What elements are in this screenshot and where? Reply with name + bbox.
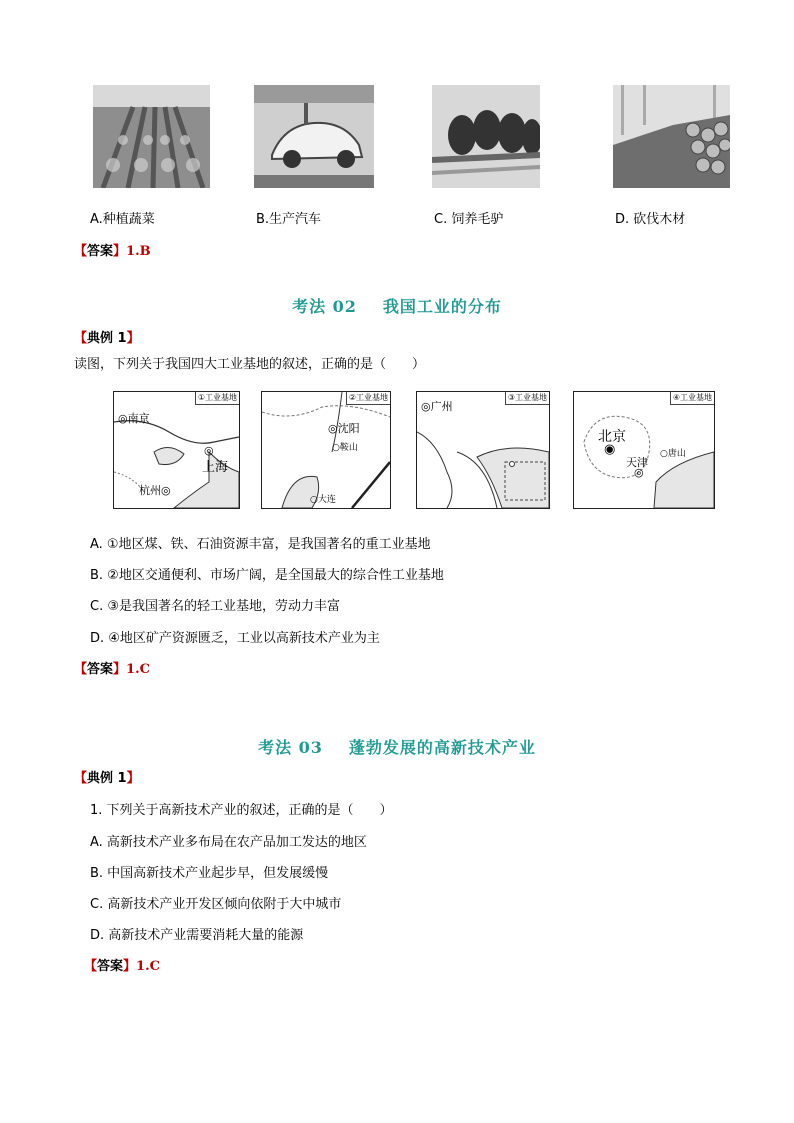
answer-section1: 【答案】1.B <box>74 244 151 259</box>
answer-section2: 【答案】1.C <box>74 662 150 677</box>
car-factory-image <box>254 85 374 188</box>
label-tianjin: 天津 <box>626 456 648 469</box>
option-2a: A. ①地区煤、铁、石油资源丰富，是我国著名的重工业基地 <box>90 537 431 552</box>
vegetables-image <box>93 85 210 188</box>
heading-title: 我国工业的分布 <box>382 297 502 316</box>
caption-a: A.种植蔬菜 <box>90 212 155 227</box>
label-shanghai: ◎ <box>204 444 214 457</box>
map-industrial-base-4: ④工业基地 北京 ◉ 天津 ◎ ○唐山 <box>573 391 715 509</box>
heading-number: 考法 02 <box>292 297 357 316</box>
option-2c: C. ③是我国著名的轻工业基地，劳动力丰富 <box>90 599 340 614</box>
option-3a: A. 高新技术产业多布局在农产品加工发达的地区 <box>90 835 367 850</box>
photo-donkeys <box>432 85 540 188</box>
heading-title: 蓬勃发展的高新技术产业 <box>348 738 536 757</box>
answer-label: 答案 <box>87 244 114 259</box>
answer-value: 1.B <box>126 244 151 259</box>
question-2: 读图，下列关于我国四大工业基地的叙述，正确的是（ ） <box>74 357 426 372</box>
option-3b: B. 中国高新技术产业起步早，但发展缓慢 <box>90 866 329 881</box>
map-industrial-base-2: ②工业基地 ◎沈阳 ○鞍山 ○大连 <box>261 391 391 509</box>
photo-logging <box>613 85 730 188</box>
section-heading-03 <box>0 735 794 758</box>
label-beijing: 北京 <box>598 429 626 445</box>
label-anshan: ○鞍山 <box>332 443 358 453</box>
question-3: 1. 下列关于高新技术产业的叙述，正确的是（ ） <box>90 803 393 818</box>
photo-vegetables <box>93 85 210 188</box>
label-shenyang: ◎沈阳 <box>328 422 360 435</box>
option-2b: B. ②地区交通便利、市场广阔，是全国最大的综合性工业基地 <box>90 568 444 583</box>
photo-car-production <box>254 85 374 188</box>
heading-number: 考法 03 <box>258 738 323 757</box>
label-nanjing: ◎南京 <box>118 412 150 425</box>
option-3d: D. 高新技术产业需要消耗大量的能源 <box>90 928 304 943</box>
map-industrial-base-3: ③工业基地 ◎广州 <box>416 391 550 509</box>
label-guangzhou: ◎广州 <box>421 400 453 413</box>
map-industrial-base-1: ①工业基地 ◎南京 ◎ 上海 杭州◎ <box>113 391 240 509</box>
label-dalian: ○大连 <box>310 495 336 505</box>
option-3c: C. 高新技术产业开发区倾向依附于大中城市 <box>90 897 342 912</box>
example-label-3: 【典例 1】 <box>74 771 140 786</box>
answer-section3: 【答案】1.C <box>84 959 160 974</box>
option-2d: D. ④地区矿产资源匮乏，工业以高新技术产业为主 <box>90 631 380 646</box>
logs-image <box>613 85 730 188</box>
caption-b: B.生产汽车 <box>256 212 322 227</box>
example-label-2: 【典例 1】 <box>74 331 140 346</box>
label-hangzhou: 杭州◎ <box>139 484 171 497</box>
donkeys-image <box>432 85 540 188</box>
caption-d: D. 砍伐木材 <box>615 212 686 227</box>
caption-c: C. 饲养毛驴 <box>434 212 504 227</box>
label-tangshan: ○唐山 <box>660 449 686 459</box>
section-heading-02 <box>0 294 794 317</box>
